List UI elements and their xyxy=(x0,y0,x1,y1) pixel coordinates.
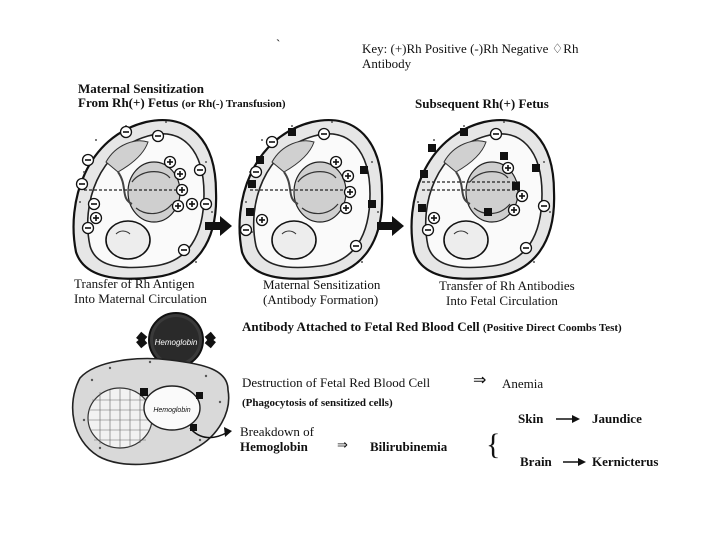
breakdown-arrow: ⇒ xyxy=(337,437,348,452)
kernicterus-text: Kernicterus xyxy=(592,454,659,469)
breakdown-text-1: Breakdown of xyxy=(240,424,315,439)
left-title-2-paren: (or Rh(-) Transfusion) xyxy=(181,98,286,110)
uterus-left xyxy=(74,120,217,279)
destruction-arrow: ⇒ xyxy=(473,372,487,389)
rbc-label: Hemoglobin xyxy=(154,338,198,347)
macrophage xyxy=(73,359,232,465)
left-caption-2: Into Maternal Circulation xyxy=(74,291,207,306)
middle-caption-2: (Antibody Formation) xyxy=(263,292,379,307)
right-caption-2: Into Fetal Circulation xyxy=(446,293,558,308)
right-title: Subsequent Rh(+) Fetus xyxy=(415,96,549,111)
left-caption-1: Transfer of Rh Antigen xyxy=(74,276,195,291)
rbc-description xyxy=(242,320,622,335)
breakdown-text-2: Hemoglobin xyxy=(240,439,308,454)
svg-text:Hemoglobin: Hemoglobin xyxy=(153,407,191,414)
anemia-text: Anemia xyxy=(502,376,544,391)
uterus-middle xyxy=(240,120,383,279)
uterus-right xyxy=(412,120,555,279)
left-title-1: Maternal Sensitization xyxy=(78,81,205,96)
arrow-skin-jaundice xyxy=(556,415,580,423)
stray-mark: ˎ xyxy=(276,27,281,42)
key-line-1: Key: (+)Rh Positive (-)Rh Negative ♢Rh xyxy=(362,41,579,56)
middle-caption-1: Maternal Sensitization xyxy=(263,277,381,292)
skin-text: Skin xyxy=(518,411,544,426)
jaundice-text: Jaundice xyxy=(592,411,642,426)
left-title-2-main: From Rh(+) Fetus xyxy=(78,95,182,110)
key-line-2: Antibody xyxy=(362,56,412,71)
arrow-brain-kernicterus xyxy=(563,458,586,466)
phagocytosis-text: (Phagocytosis of sensitized cells) xyxy=(242,397,393,409)
destruction-text: Destruction of Fetal Red Blood Cell xyxy=(242,375,431,390)
bilirubinemia-text: Bilirubinemia xyxy=(370,439,448,454)
right-caption-1: Transfer of Rh Antibodies xyxy=(439,278,575,293)
rbc-description-paren: (Positive Direct Coombs Test) xyxy=(482,322,622,334)
rbc-description-main: Antibody Attached to Fetal Red Blood Cell xyxy=(242,319,483,334)
brain-text: Brain xyxy=(520,454,552,469)
outcome-brace: { xyxy=(486,428,501,461)
